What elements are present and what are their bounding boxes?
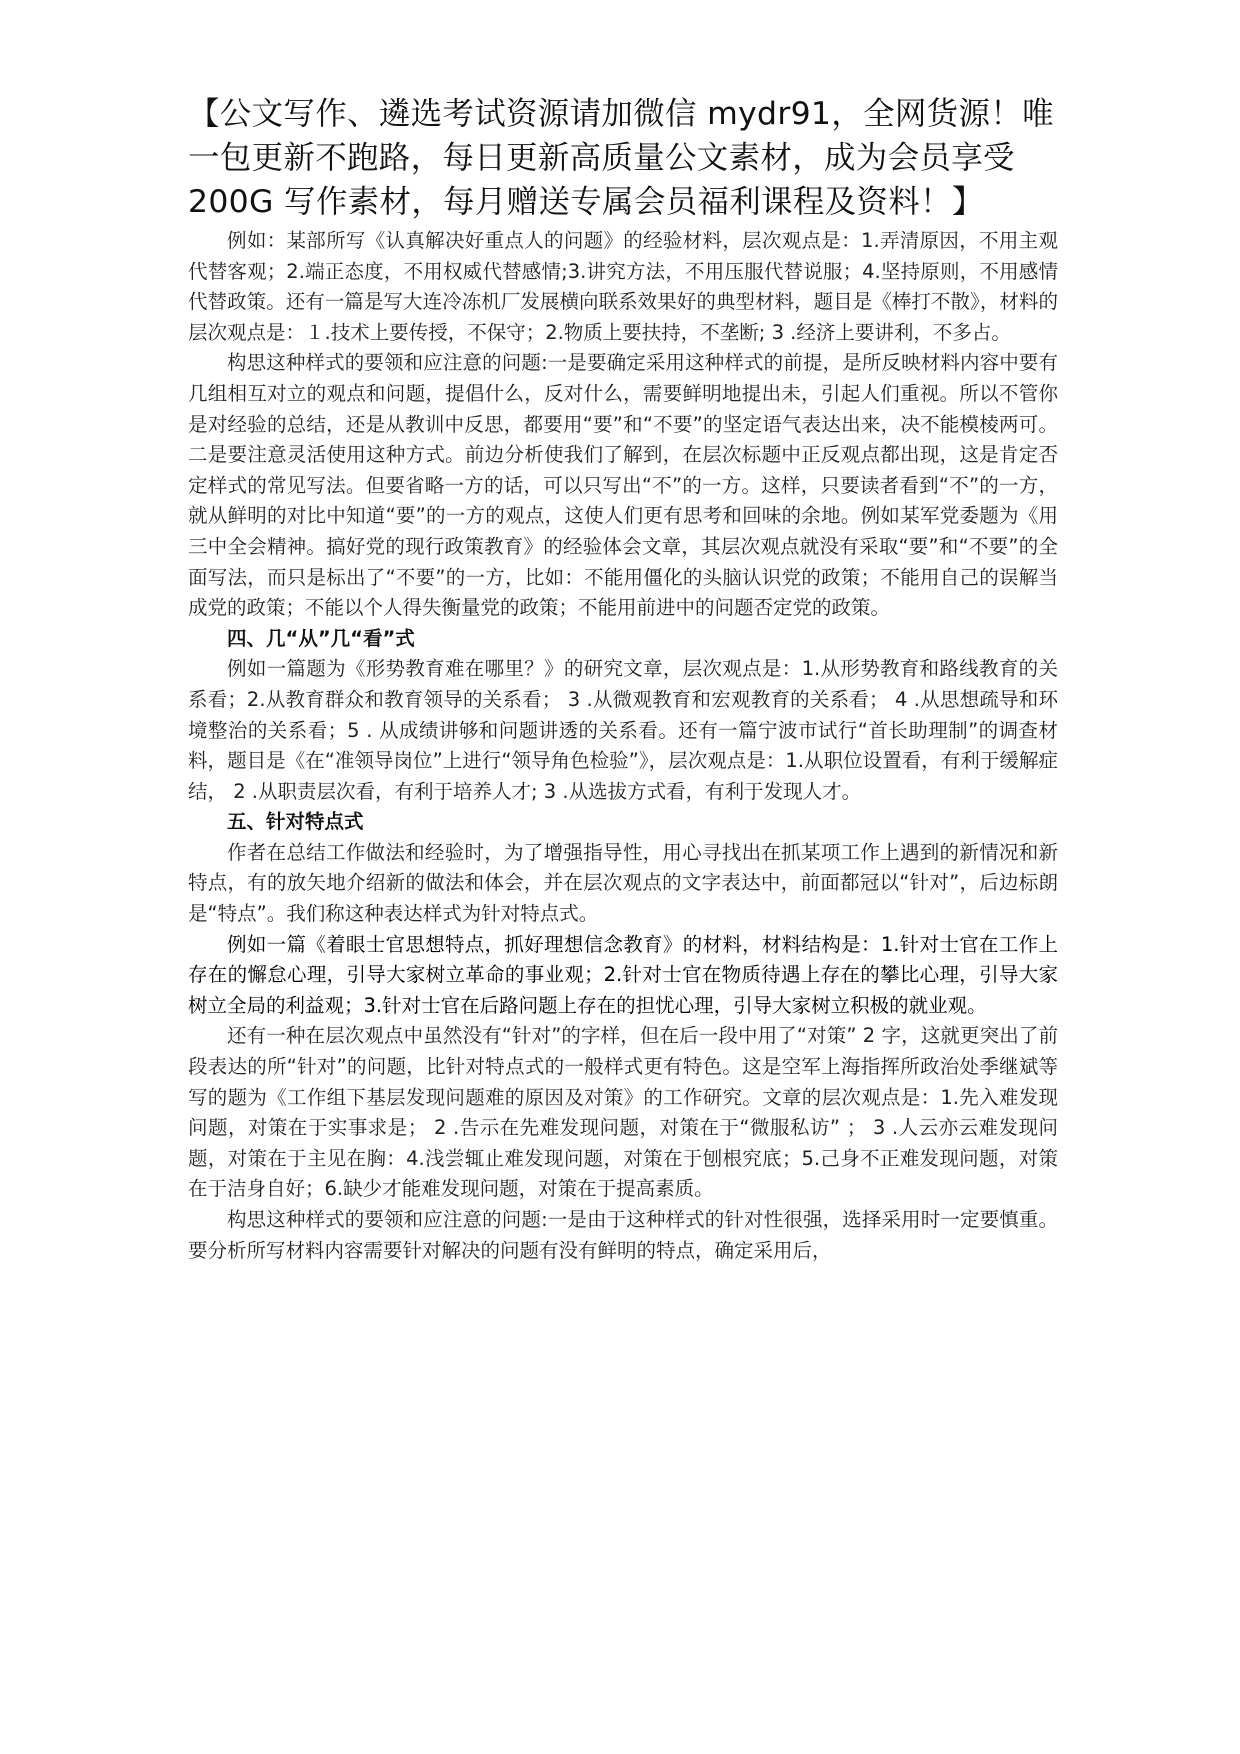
paragraph-example-affirm-negate: 例如：某部所写《认真解决好重点人的问题》的经验材料，层次观点是：1.弄清原因，不用主观代替客观；2.端正态度，不用权威代替感情;3.讲究方法，不用压服代替说服；4.坚持原则，不用感情代替政策。还有一篇是写大连冷冻机厂发展横向联系效果好的典型材料，题目是《棒打不散》，材料的层次观点是：１.技术上要传授，不保守；2.物质上要扶持，不垄断; 3 .经济上要讲利，不多占。 <box>188 229 1058 344</box>
paragraph-example-targeted: 例如一篇《着眼士官思想特点，抓好理想信念教育》的材料，材料结构是：1.针对士官在工作上存在的懈怠心理，引导大家树立革命的事业观；2.针对士官在物质待遇上存在的攀比心理，引导大家树立全局的利益观；3.针对士官在后路问题上存在的担忧心理，引导大家树立积极的就业观。 <box>188 932 1058 1017</box>
paragraph-key-points-targeted: 构思这种样式的要领和应注意的问题:一是由于这种样式的针对性很强，选择采用时一定要慎重。要分析所写材料内容需要针对解决的问题有没有鲜明的特点，确定采用后， <box>188 1208 1058 1262</box>
paragraph-targeted-features-intro: 作者在总结工作做法和经验时，为了增强指导性，用心寻找出在抓某项工作上遇到的新情况和新特点，有的放矢地介绍新的做法和体会，并在层次观点的文字表达中，前面都冠以“针对”，后边标朗是“特点”。我们称这种表达样式为针对特点式。 <box>188 840 1058 926</box>
promo-banner: 【公文写作、遴选考试资源请加微信 mydr91，全网货源！唯一包更新不跑路，每日更新高质量公文素材，成为会员享受 200G 写作素材，每月赠送专属会员福利课程及资料！】 <box>188 96 1054 220</box>
section-heading-5: 五、针对特点式 <box>227 810 364 834</box>
paragraph-example-countermeasures: 还有一种在层次观点中虽然没有“针对”的字样，但在后一段中用了“对策” 2 字，这就更突出了前段表达的所“针对”的问题，比针对特点式的一般样式更有特色。这是空军上海指挥所政治处季继斌等写的题为《工作组下基层发现问题难的原因及对策》的工作研究。文章的层次观点是：1.先入难发现问题，对策在于实事求是； 2 .告示在先难发现问题，对策在于“微服私访” ； 3 .人云亦云难发现问题，对策在于主见在胸：4.浅尝辄止难发现问题，对策在于刨根究底；5.己身不正难发现问题，对策在于洁身自好；6.缺少才能难发现问题，对策在于提高素质。 <box>188 1024 1058 1201</box>
section-heading-4: 四、几“从”几“看”式 <box>227 626 415 650</box>
paragraph-example-perspectives: 例如一篇题为《形势教育难在哪里？》的研究文章，层次观点是：1.从形势教育和路线教育的关系看；2.从教育群众和教育领导的关系看； 3 .从微观教育和宏观教育的关系看； 4 .从思想疏导和环境整治的关系看；5 . 从成绩讲够和问题讲透的关系看。还有一篇宁波市试行“首长助理制”的调查材料，题目是《在“准领导岗位”上进行“领导角色检验”》，层次观点是：1.从职位设置看，有利于缓解症结， 2 .从职责层次看，有利于培养人才; 3 .从选拔方式看，有利于发现人才。 <box>188 657 1058 803</box>
document-page <box>188 92 1058 1266</box>
paragraph-key-points-affirm-negate: 构思这种样式的要领和应注意的问题:一是要确定采用这种样式的前提，是所反映材料内容中要有几组相互对立的观点和问题，提倡什么，反对什么，需要鲜明地提出未，引起人们重视。所以不管你是对经验的总结，还是从教训中反思，都要用“要”和“不要”的坚定语气表达出来，决不能模棱两可。二是要注意灵活使用这种方式。前边分析使我们了解到，在层次标题中正反观点都出现，这是肯定否定样式的常见写法。但要省略一方的话，可以只写出“不”的一方。这样，只要读者看到“不”的一方，就从鲜明的对比中知道“要”的一方的观点，这使人们更有思考和回味的余地。例如某军党委题为《用三中全会精神。搞好党的现行政策教育》的经验体会文章，其层次观点就没有采取“要”和“不要”的全面写法，而只是标出了“不要”的一方，比如：不能用僵化的头脑认识党的政策；不能用自己的误解当成党的政策；不能以个人得失衡量党的政策；不能用前进中的问题否定党的政策。 <box>188 351 1058 620</box>
